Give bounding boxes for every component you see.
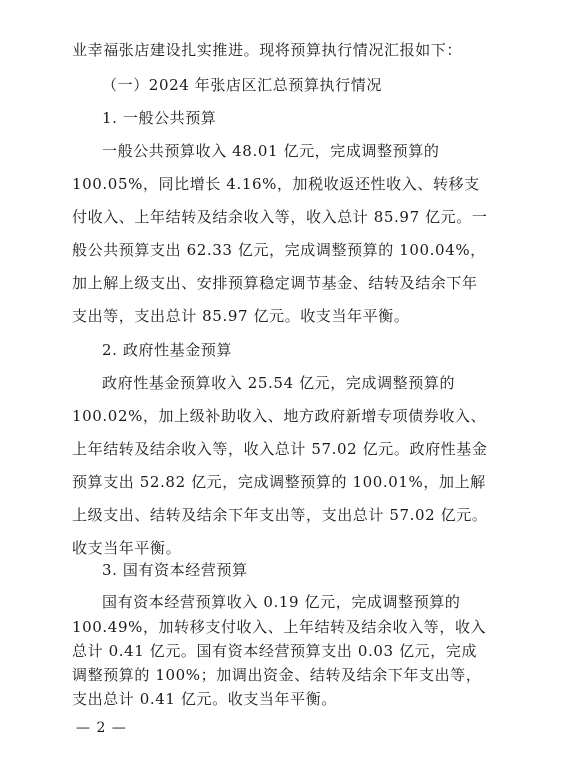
paragraph-line: 总计 0.41 亿元。国有资本经营预算支出 0.03 亿元，完成 bbox=[72, 642, 478, 660]
paragraph-line: 支出总计 0.41 亿元。收支当年平衡。 bbox=[72, 690, 337, 708]
paragraph-line: 调整预算的 100%；加调出资金、结转及结余下年支出等， bbox=[72, 666, 482, 684]
paragraph-line: 上级支出、结转及结余下年支出等，支出总计 57.02 亿元。 bbox=[72, 506, 488, 524]
paragraph-line: 加上解上级支出、安排预算稳定调节基金、结转及结余下年 bbox=[72, 274, 478, 292]
paragraph-line: 付收入、上年结转及结余收入等，收入总计 85.97 亿元。一 bbox=[72, 208, 488, 226]
subsection-heading: 3. 国有资本经营预算 bbox=[102, 561, 248, 579]
subsection-heading: 2. 政府性基金预算 bbox=[102, 341, 233, 359]
paragraph-line: 一般公共预算收入 48.01 亿元，完成调整预算的 bbox=[102, 142, 440, 160]
paragraph-line: 业幸福张店建设扎实推进。现将预算执行情况汇报如下： bbox=[72, 41, 463, 59]
paragraph-line: 支出等，支出总计 85.97 亿元。收支当年平衡。 bbox=[72, 307, 410, 325]
paragraph-line: 100.49%，加转移支付收入、上年结转及结余收入等，收入 bbox=[72, 618, 487, 636]
paragraph-line: 政府性基金预算收入 25.54 亿元，完成调整预算的 bbox=[102, 374, 456, 392]
paragraph-line: 般公共预算支出 62.33 亿元，完成调整预算的 100.04%， bbox=[72, 241, 486, 259]
page-number: — 2 — bbox=[76, 720, 127, 736]
paragraph-line: 收支当年平衡。 bbox=[72, 539, 182, 557]
paragraph-line: 预算支出 52.82 亿元，完成调整预算的 100.01%，加上解 bbox=[72, 473, 486, 491]
paragraph-line: 100.05%，同比增长 4.16%，加税收返还性收入、转移支 bbox=[72, 175, 480, 193]
paragraph-line: 国有资本经营预算收入 0.19 亿元，完成调整预算的 bbox=[102, 593, 461, 611]
section-heading: （一）2024 年张店区汇总预算执行情况 bbox=[102, 76, 382, 94]
subsection-heading: 1. 一般公共预算 bbox=[102, 109, 217, 127]
paragraph-line: 100.02%，加上级补助收入、地方政府新增专项债券收入、 bbox=[72, 407, 487, 425]
paragraph-line: 上年结转及结余收入等，收入总计 57.02 亿元。政府性基金 bbox=[72, 440, 488, 458]
